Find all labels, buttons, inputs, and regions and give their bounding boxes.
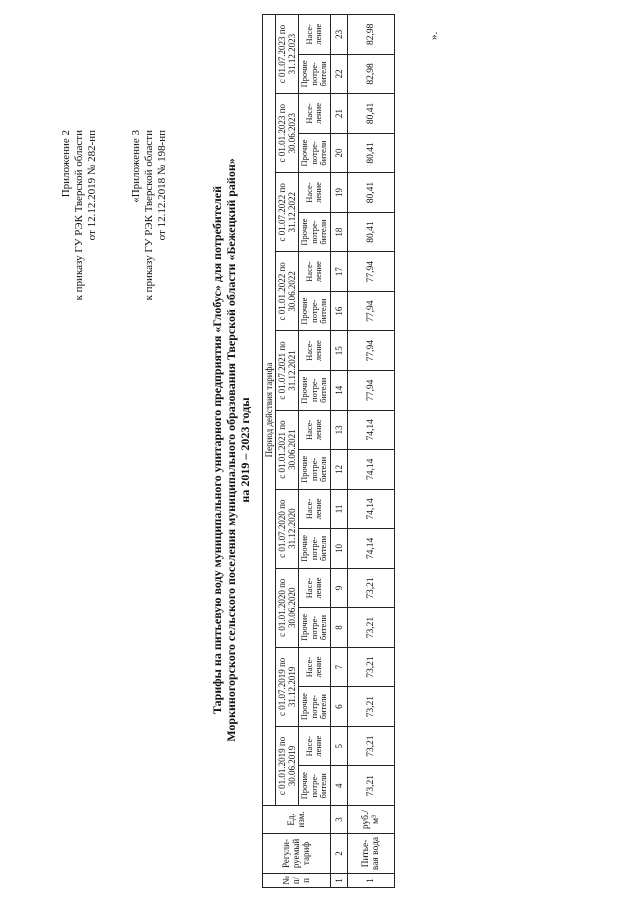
title-line2: Моркиногорского сельского поселения муниципального образования Тверской области «Бежецкий район» bbox=[224, 158, 238, 742]
period-cell: с 01.01.2021 по 30.06.2021 bbox=[276, 410, 299, 489]
population-header: Насе-ление bbox=[299, 331, 331, 371]
column-number: 10 bbox=[330, 529, 347, 569]
column-number: 20 bbox=[330, 133, 347, 173]
other-consumers-header: Прочие потре-бители bbox=[299, 370, 331, 410]
other-consumers-header: Прочие потре-бители bbox=[299, 766, 331, 806]
tariff-value: 74,14 bbox=[347, 410, 394, 450]
tariff-value: 82,98 bbox=[347, 15, 394, 55]
tariff-value: 77,94 bbox=[347, 291, 394, 331]
tariff-value: 73,21 bbox=[347, 568, 394, 608]
column-number: 4 bbox=[330, 766, 347, 806]
appendix-3-header bbox=[130, 130, 169, 300]
other-consumers-header: Прочие потре-бители bbox=[299, 212, 331, 252]
population-header: Насе-ление bbox=[299, 252, 331, 292]
column-number: 6 bbox=[330, 687, 347, 727]
document-title bbox=[210, 50, 252, 850]
tariff-value: 74,14 bbox=[347, 529, 394, 569]
row-unit: руб./м³ bbox=[347, 806, 394, 834]
column-number: 1 bbox=[330, 874, 347, 888]
period-cell: с 01.07.2020 по 31.12.2020 bbox=[276, 489, 299, 568]
column-number: 14 bbox=[330, 370, 347, 410]
appendix-3-line3: от 12.12.2018 № 198-нп bbox=[156, 130, 168, 241]
title-line1: Тарифы на питьевую воду муниципального унитарного предприятия «Глобус» для потребителей bbox=[210, 185, 224, 715]
other-consumers-header: Прочие потре-бители bbox=[299, 529, 331, 569]
tariff-value: 80,41 bbox=[347, 212, 394, 252]
tariff-value: 74,14 bbox=[347, 489, 394, 529]
tariff-value: 74,14 bbox=[347, 450, 394, 490]
closing-mark: ». bbox=[428, 31, 440, 40]
population-header: Насе-ление bbox=[299, 410, 331, 450]
period-cell: с 01.01.2020 по 30.06.2020 bbox=[276, 568, 299, 647]
row-no: 1 bbox=[347, 874, 394, 888]
tariff-value: 73,21 bbox=[347, 726, 394, 766]
population-header: Насе-ление bbox=[299, 15, 331, 55]
tariff-value: 73,21 bbox=[347, 647, 394, 687]
other-consumers-header: Прочие потре-бители bbox=[299, 608, 331, 648]
tariff-value: 77,94 bbox=[347, 252, 394, 292]
appendix-2-line1: Приложение 2 bbox=[60, 130, 72, 198]
population-header: Насе-ление bbox=[299, 489, 331, 529]
header-row-periods bbox=[276, 15, 299, 888]
other-consumers-header: Прочие потре-бители bbox=[299, 133, 331, 173]
other-consumers-header: Прочие потре-бители bbox=[299, 291, 331, 331]
tariff-value: 77,94 bbox=[347, 370, 394, 410]
other-consumers-header: Прочие потре-бители bbox=[299, 54, 331, 94]
column-number: 9 bbox=[330, 568, 347, 608]
col-unit-header: Ед. изм. bbox=[263, 806, 331, 834]
appendix-2-line2: к приказу ГУ РЭК Тверской области bbox=[73, 130, 85, 301]
column-number: 8 bbox=[330, 608, 347, 648]
tariff-value: 73,21 bbox=[347, 766, 394, 806]
column-number: 12 bbox=[330, 450, 347, 490]
population-header: Насе-ление bbox=[299, 726, 331, 766]
tariff-table bbox=[262, 14, 395, 888]
column-number: 19 bbox=[330, 173, 347, 213]
column-number: 16 bbox=[330, 291, 347, 331]
col-tariff-header: Регули-руемый тариф bbox=[263, 834, 331, 874]
column-number: 13 bbox=[330, 410, 347, 450]
col-no-header: № п/п bbox=[263, 874, 331, 888]
period-cell: с 01.07.2023 по 31.12.2023 bbox=[276, 15, 299, 94]
tariff-value: 82,98 bbox=[347, 54, 394, 94]
tariff-value: 73,21 bbox=[347, 608, 394, 648]
appendix-3-line1: «Приложение 3 bbox=[130, 130, 142, 203]
appendix-2-line3: от 12.12.2019 № 282-нп bbox=[86, 130, 98, 241]
table-row bbox=[347, 15, 394, 888]
column-number: 21 bbox=[330, 94, 347, 134]
tariff-value: 80,41 bbox=[347, 133, 394, 173]
header-row-consumers bbox=[299, 15, 331, 888]
row-tariff: Питье-вая вода bbox=[347, 834, 394, 874]
period-cell: с 01.01.2023 по 30.06.2023 bbox=[276, 94, 299, 173]
column-number: 22 bbox=[330, 54, 347, 94]
period-cell: с 01.07.2021 по 31.12.2021 bbox=[276, 331, 299, 410]
period-cell: с 01.07.2019 по 31.12.2019 bbox=[276, 647, 299, 726]
population-header: Насе-ление bbox=[299, 173, 331, 213]
period-header: Период действия тарифа bbox=[263, 15, 276, 806]
column-number: 23 bbox=[330, 15, 347, 55]
period-cell: с 01.01.2022 по 30.06.2022 bbox=[276, 252, 299, 331]
period-cell: с 01.07.2022 по 31.12.2022 bbox=[276, 173, 299, 252]
period-cell: с 01.01.2019 по 30.06.2019 bbox=[276, 726, 299, 805]
column-number: 15 bbox=[330, 331, 347, 371]
rotated-content bbox=[0, 10, 639, 890]
other-consumers-header: Прочие потре-бители bbox=[299, 450, 331, 490]
population-header: Насе-ление bbox=[299, 94, 331, 134]
column-number-row bbox=[330, 15, 347, 888]
column-number: 3 bbox=[330, 806, 347, 834]
appendix-2-header bbox=[60, 130, 99, 300]
population-header: Насе-ление bbox=[299, 568, 331, 608]
column-number: 5 bbox=[330, 726, 347, 766]
tariff-value: 80,41 bbox=[347, 173, 394, 213]
column-number: 18 bbox=[330, 212, 347, 252]
tariff-value: 80,41 bbox=[347, 94, 394, 134]
tariff-value: 73,21 bbox=[347, 687, 394, 727]
tariff-value: 77,94 bbox=[347, 331, 394, 371]
population-header: Насе-ление bbox=[299, 647, 331, 687]
column-number: 17 bbox=[330, 252, 347, 292]
column-number: 7 bbox=[330, 647, 347, 687]
title-line3: на 2019 – 2023 годы bbox=[238, 397, 252, 503]
column-number: 11 bbox=[330, 489, 347, 529]
column-number: 2 bbox=[330, 834, 347, 874]
appendix-3-line2: к приказу ГУ РЭК Тверской области bbox=[143, 130, 155, 301]
header-row-1 bbox=[263, 15, 276, 888]
other-consumers-header: Прочие потре-бители bbox=[299, 687, 331, 727]
